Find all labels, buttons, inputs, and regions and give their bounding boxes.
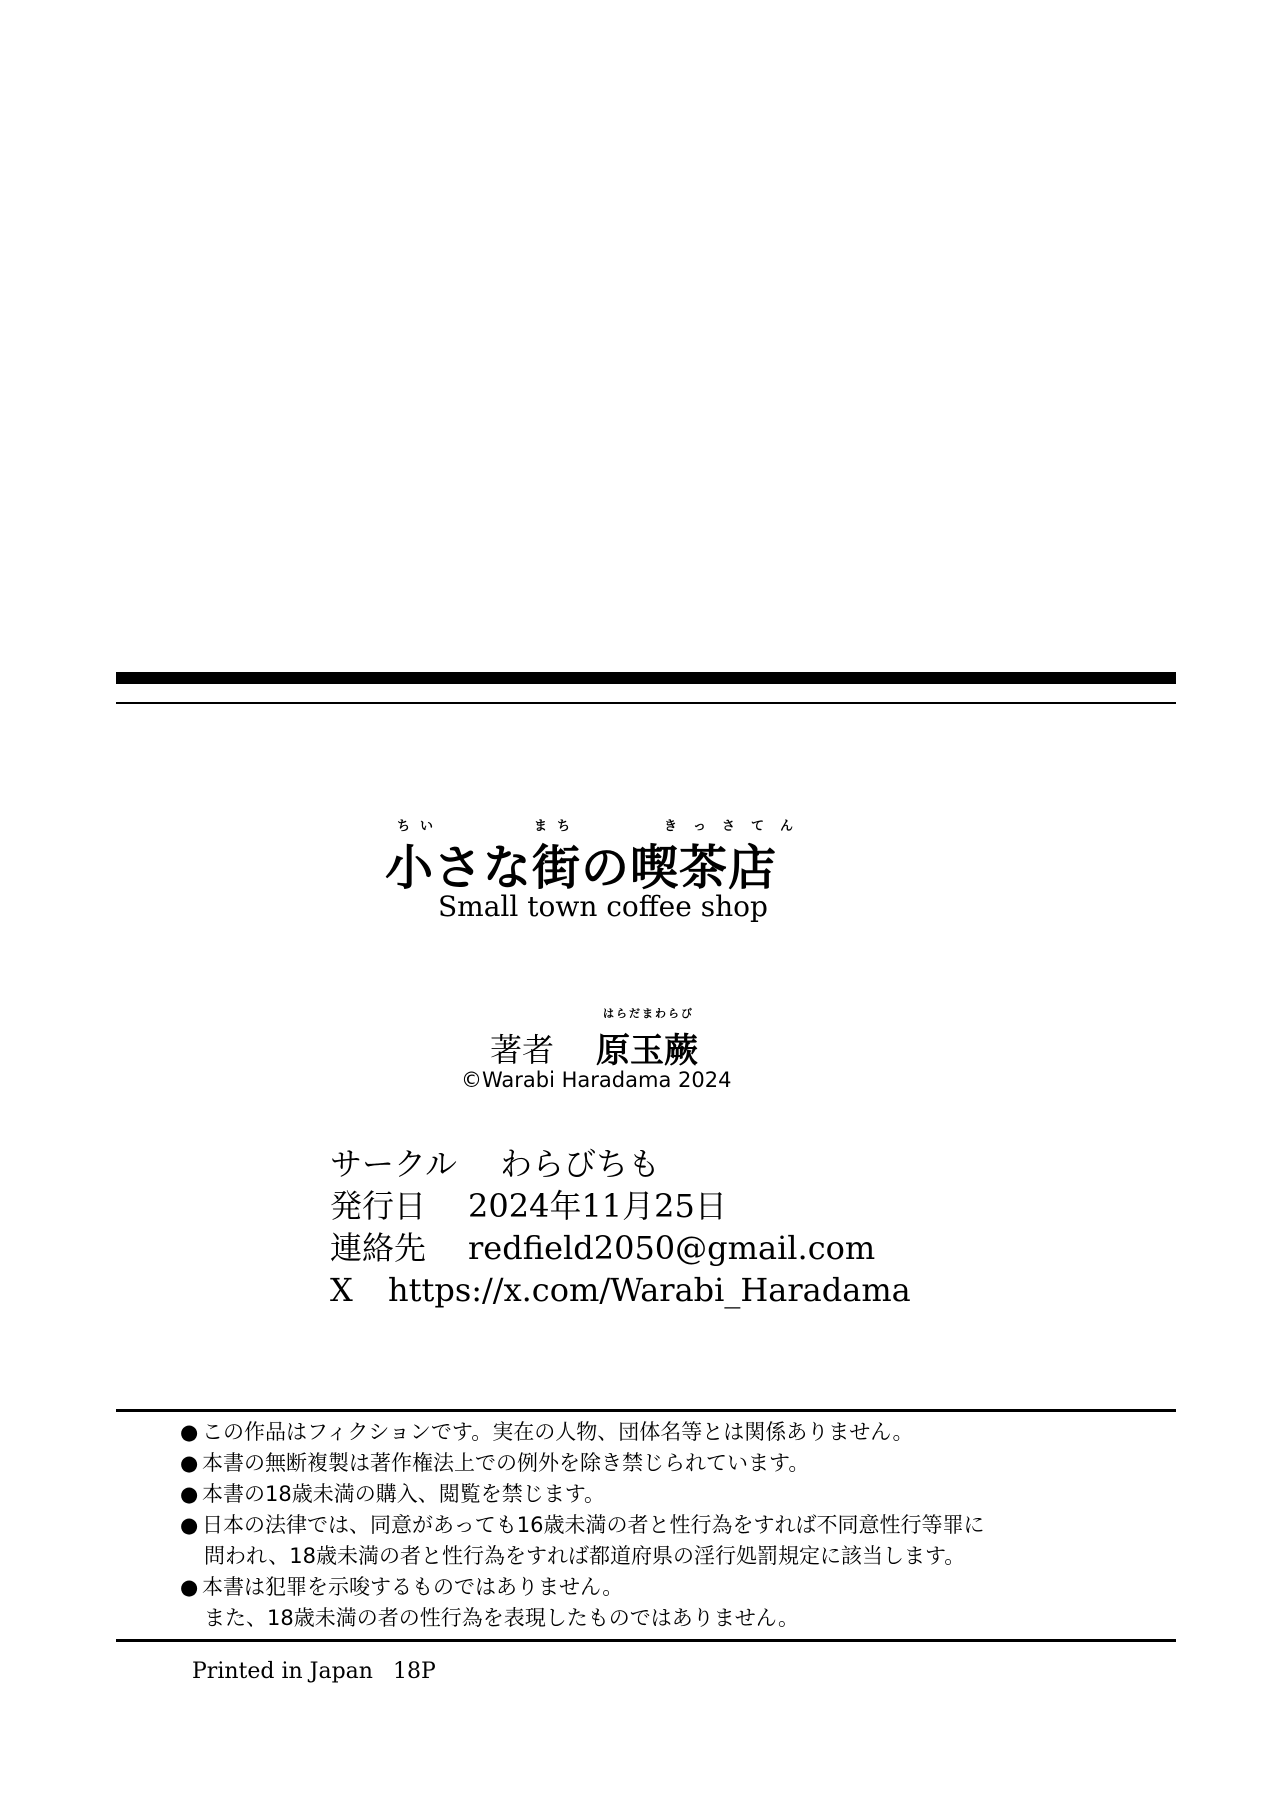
- info-row-date: [330, 1185, 911, 1227]
- title-japanese: 小さな街の喫茶店: [385, 840, 778, 896]
- notice-item-continued: 問われ、18歳未満の者と性行為をすれば都道府県の淫行処罰規定に該当します。: [204, 1544, 966, 1568]
- contact-email[interactable]: redfield2050@gmail.com: [468, 1229, 876, 1267]
- printed-footer: [192, 1659, 436, 1684]
- copyright: ©Warabi Haradama 2024: [461, 1068, 732, 1092]
- notice-item-continued: また、18歳未満の者の性行為を表現したものではありません。: [204, 1606, 799, 1630]
- notice-top-rule: [116, 1409, 1176, 1412]
- title-ruby-kissaten: きっさてん: [664, 819, 810, 834]
- circle-value: わらびちも: [500, 1145, 661, 1183]
- circle-label: サークル: [330, 1145, 458, 1183]
- notice-item: ● 日本の法律では、同意があっても16歳未満の者と性行為をすれば不同意性行等罪に: [180, 1513, 985, 1537]
- notices: [180, 1417, 985, 1634]
- x-url[interactable]: https://x.com/Warabi_Haradama: [388, 1271, 911, 1309]
- info-row-contact: [330, 1227, 911, 1269]
- date-value: 2024年11月25日: [468, 1187, 727, 1225]
- page-count: 18P: [392, 1659, 436, 1684]
- top-thick-rule: [116, 672, 1176, 684]
- date-label: 発行日: [330, 1187, 427, 1225]
- info-row-x: [330, 1269, 911, 1311]
- x-label: X: [330, 1271, 353, 1309]
- colophon-info: [330, 1143, 911, 1311]
- author-label: 著者: [490, 1031, 555, 1069]
- printed-in-label: Printed in Japan: [192, 1659, 373, 1684]
- contact-label: 連絡先: [330, 1229, 427, 1267]
- info-row-circle: [330, 1143, 911, 1185]
- notice-item: ● 本書の無断複製は著作権法上での例外を除き禁じられています。: [180, 1451, 810, 1475]
- title-ruby-machi: まち: [534, 819, 581, 834]
- author-name: 原玉蕨: [596, 1031, 698, 1071]
- notice-item: ● この作品はフィクションです。実在の人物、団体名等とは関係ありません。: [180, 1420, 914, 1444]
- top-thin-rule: [116, 702, 1176, 704]
- title-ruby-chiisana: ちい: [397, 819, 444, 834]
- title-english: Small town coffee shop: [438, 890, 768, 923]
- author-ruby: はらだまわらび: [603, 1007, 694, 1020]
- notice-bottom-rule: [116, 1639, 1176, 1642]
- notice-item: ● 本書は犯罪を示唆するものではありません。: [180, 1575, 624, 1599]
- notice-item: ● 本書の18歳未満の購入、閲覧を禁じます。: [180, 1482, 606, 1506]
